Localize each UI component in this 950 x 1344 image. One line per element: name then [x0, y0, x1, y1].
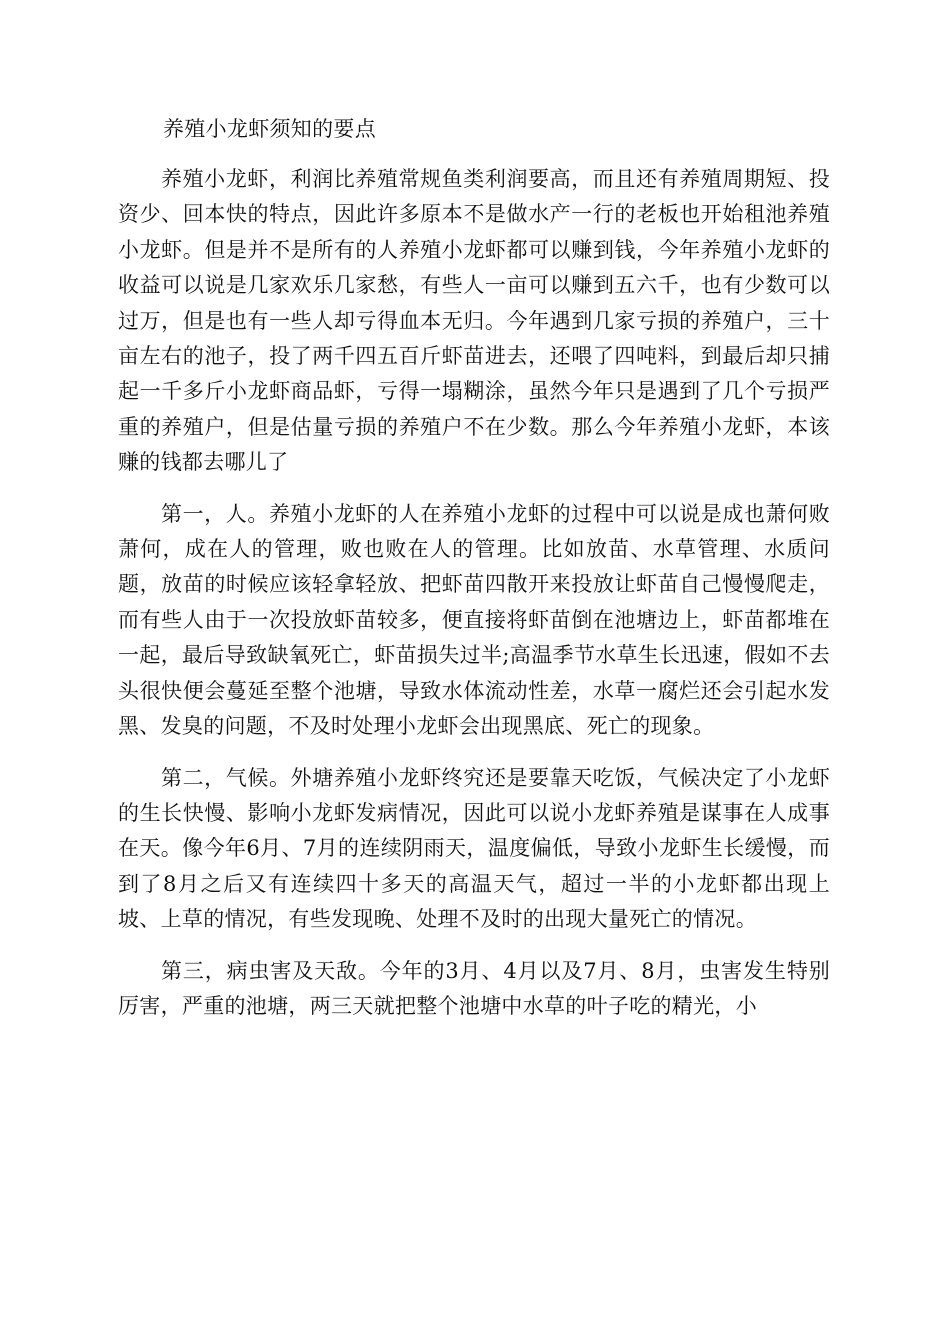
paragraph-climate: 第二，气候。外塘养殖小龙虾终究还是要靠天吃饭，气候决定了小龙虾的生长快慢、影响小龙虾发病情况，因此可以说小龙虾养殖是谋事在人成事在天。像今年6月、7月的连续阴雨天，温度偏低，导致小龙虾生长缓慢，而到了8月之后又有连续四十多天的高温天气，超过一半的小龙虾都出现上坡、上草的情况，有些发现晚、处理不及时的出现大量死亡的情况。 [118, 765, 830, 932]
document-page [118, 112, 830, 1024]
paragraph-pests: 第三，病虫害及天敌。今年的3月、4月以及7月、8月，虫害发生特别厉害，严重的池塘，两三天就把整个池塘中水草的叶子吃的精光，小 [118, 958, 830, 1018]
paragraph-intro: 养殖小龙虾，利润比养殖常规鱼类利润要高，而且还有养殖周期短、投资少、回本快的特点，因此许多原本不是做水产一行的老板也开始租池养殖小龙虾。但是并不是所有的人养殖小龙虾都可以赚到钱，今年养殖小龙虾的收益可以说是几家欢乐几家愁，有些人一亩可以赚到五六千，也有少数可以过万，但是也有一些人却亏得血本无归。今年遇到几家亏损的养殖户，三十亩左右的池子，投了两千四五百斤虾苗进去，还喂了四吨料，到最后却只捕起一千多斤小龙虾商品虾，亏得一塌糊涂，虽然今年只是遇到了几个亏损严重的养殖户，但是估量亏损的养殖户不在少数。那么今年养殖小龙虾，本该赚的钱都去哪儿了 [118, 167, 830, 475]
document-title: 养殖小龙虾须知的要点 [163, 117, 376, 141]
paragraph-people: 第一，人。养殖小龙虾的人在养殖小龙虾的过程中可以说是成也萧何败萧何，成在人的管理，败也败在人的管理。比如放苗、水草管理、水质问题，放苗的时候应该轻拿轻放、把虾苗四散开来投放让虾苗自己慢慢爬走，而有些人由于一次投放虾苗较多，便直接将虾苗倒在池塘边上，虾苗都堆在一起，最后导致缺氧死亡，虾苗损失过半;高温季节水草生长迅速，假如不去头很快便会蔓延至整个池塘，导致水体流动性差，水草一腐烂还会引起水发黑、发臭的问题，不及时处理小龙虾会出现黑底、死亡的现象。 [118, 501, 830, 739]
